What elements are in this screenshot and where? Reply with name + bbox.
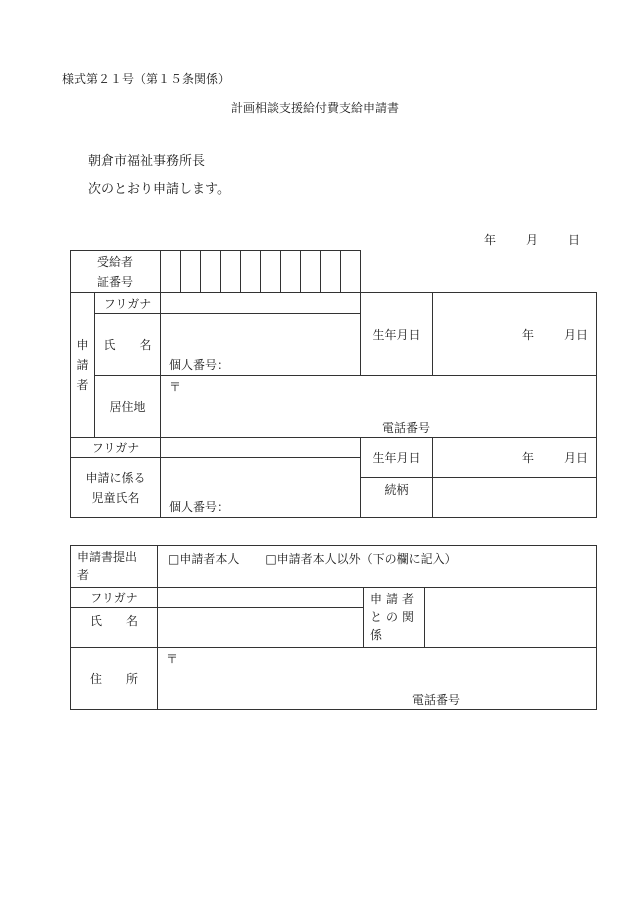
name-field[interactable] xyxy=(161,314,361,376)
submitter-table xyxy=(70,545,597,710)
birth-date-field[interactable]: 年 月日 xyxy=(433,293,597,376)
cert-digit-1[interactable] xyxy=(161,251,181,293)
submitter-furigana-label: フリガナ xyxy=(71,588,158,608)
recipient-cert-label xyxy=(71,251,161,293)
form-title: 計画相談支援給付費支給申請書 xyxy=(230,101,399,115)
submitter-options xyxy=(158,546,597,588)
application-date xyxy=(484,231,580,248)
address-label: 居住地 xyxy=(95,376,161,438)
birth-label: 生年月日 xyxy=(361,293,433,376)
submitter-furigana-field[interactable] xyxy=(158,588,364,608)
child-birth-date-field[interactable]: 年 月日 xyxy=(433,438,597,478)
cert-digit-7[interactable] xyxy=(281,251,301,293)
submitter-label: 申請書提出 者 xyxy=(71,546,158,588)
option-self-checkbox[interactable]: □申請者本人 xyxy=(168,552,240,566)
cert-digit-6[interactable] xyxy=(261,251,281,293)
cert-digit-4[interactable] xyxy=(221,251,241,293)
child-furigana-field[interactable] xyxy=(161,438,361,458)
name-label: 氏 名 xyxy=(95,314,161,376)
form-number: 様式第２１号（第１５条関係） xyxy=(62,72,231,86)
option-other-checkbox[interactable]: □申請者本人以外（下の欄に記入） xyxy=(265,552,457,566)
submitter-address-label: 住 所 xyxy=(71,648,158,710)
cert-digit-5[interactable] xyxy=(241,251,261,293)
cert-digit-10[interactable] xyxy=(341,251,361,293)
recipient-cert-label-line1: 受給者 xyxy=(97,254,134,269)
child-personal-number-label: 個人番号： xyxy=(169,500,230,514)
intro-text: 次のとおり申請します。 xyxy=(88,182,230,197)
personal-number-label: 個人番号： xyxy=(169,358,230,372)
cert-digit-3[interactable] xyxy=(201,251,221,293)
addressee: 朝倉市福祉事務所長 xyxy=(88,154,206,169)
date-day: 日 xyxy=(568,233,581,247)
submitter-postal-mark: 〒 xyxy=(166,652,179,666)
cert-digit-8[interactable] xyxy=(301,251,321,293)
applicant-group-label: 申 請 者 xyxy=(71,293,95,438)
cert-digit-2[interactable] xyxy=(181,251,201,293)
child-name-label: 申請に係る 児童氏名 xyxy=(71,458,161,518)
relationship-label: 続柄 xyxy=(361,478,433,518)
relation-field[interactable] xyxy=(425,588,597,648)
submitter-phone-label: 電話番号 xyxy=(412,693,461,707)
cert-digit-9[interactable] xyxy=(321,251,341,293)
address-field[interactable] xyxy=(161,376,597,438)
recipient-cert-label-line2: 証番号 xyxy=(97,274,134,289)
postal-mark: 〒 xyxy=(169,380,182,394)
child-name-field[interactable] xyxy=(161,458,361,518)
relation-label: 申請者 との関 係 xyxy=(364,588,425,648)
child-birth-label: 生年月日 xyxy=(361,438,433,478)
submitter-address-field[interactable] xyxy=(158,648,597,710)
applicant-table xyxy=(70,250,597,518)
date-month: 月 xyxy=(526,233,539,247)
phone-label: 電話番号 xyxy=(382,421,431,435)
furigana-label: フリガナ xyxy=(95,293,161,314)
submitter-name-label: 氏 名 xyxy=(71,608,158,648)
furigana-field[interactable] xyxy=(161,293,361,314)
date-year: 年 xyxy=(484,233,497,247)
child-furigana-label: フリガナ xyxy=(71,438,161,458)
relationship-field[interactable] xyxy=(433,478,597,518)
submitter-name-field[interactable] xyxy=(158,608,364,648)
